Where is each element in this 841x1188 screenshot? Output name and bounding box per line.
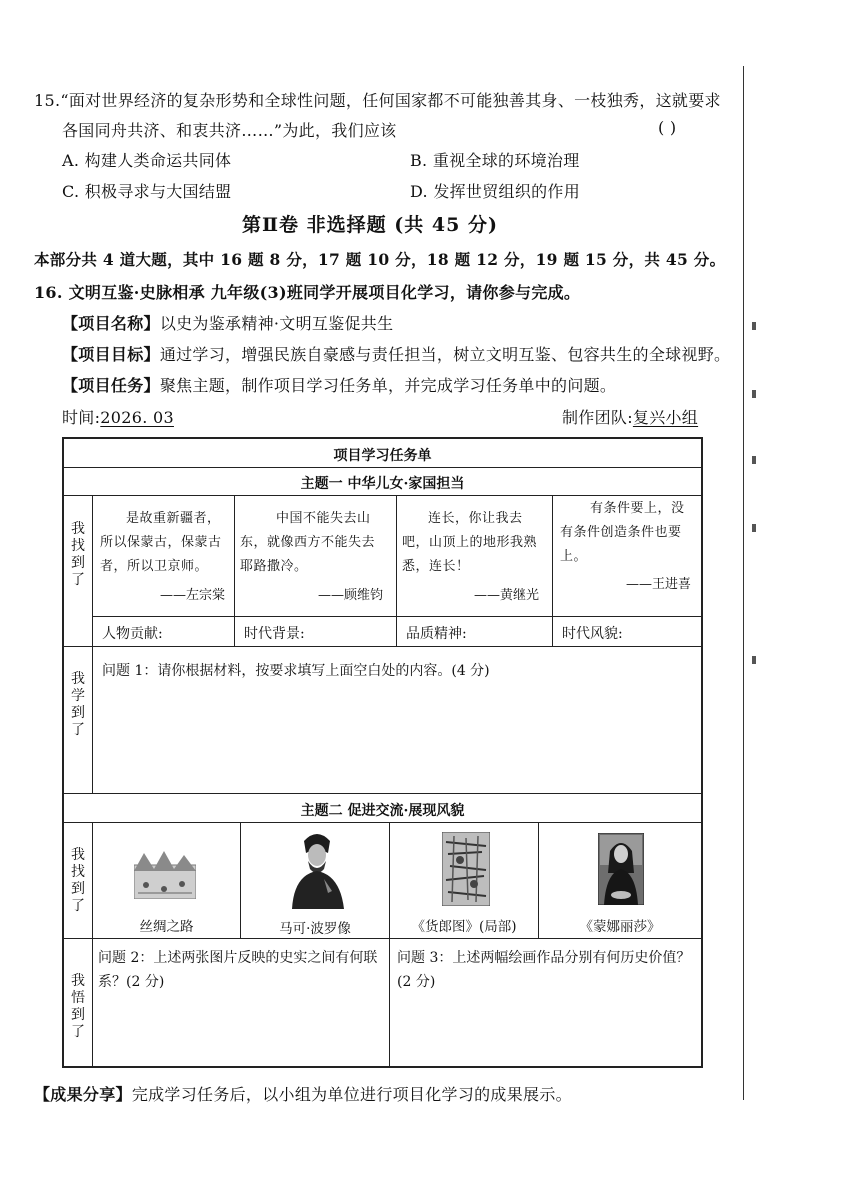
share-row [34, 1082, 572, 1105]
label-spirit: 品质精神: [406, 626, 467, 642]
q15-option-a: A. 构建人类命运共同体 [62, 151, 232, 170]
theme-two-title: 主题二 促进交流·展现风貌 [300, 803, 465, 819]
project-goal-tag: 【项目目标】 [62, 345, 160, 364]
project-name-tag: 【项目名称】 [62, 314, 160, 333]
quote-line: 所以保蒙古，保蒙古 [100, 535, 222, 550]
marco-polo-portrait [284, 827, 350, 909]
q15-line1: 15.“面对世界经济的复杂形势和全球性问题，任何国家都不可能独善其身、一枝独秀，这就要求 [34, 91, 721, 110]
quote-line: 耶路撒冷。 [240, 559, 308, 574]
question-1: 问题 1：请你根据材料，按要求填写上面空白处的内容。(4 分) [102, 663, 490, 679]
project-goal: 通过学习，增强民族自豪感与责任担当，树立文明互鉴、包容共生的全球视野。 [159, 345, 731, 364]
project-task-row [62, 373, 616, 396]
project-task: 聚焦主题，制作项目学习任务单，并完成学习任务单中的问题。 [159, 376, 617, 395]
rule [64, 822, 701, 823]
section-title: 第Ⅱ卷 非选择题 (共 45 分) [242, 214, 498, 236]
rule [64, 646, 701, 647]
margin-mark [752, 524, 756, 532]
rule [234, 495, 235, 646]
row-label-found-2: 我 找 到 了 [71, 847, 85, 914]
rule [92, 822, 93, 1066]
margin-mark [752, 322, 756, 330]
rule [92, 495, 93, 793]
rule [64, 793, 701, 794]
question-3 [397, 946, 690, 994]
quote-line: 悉，连长！ [402, 559, 470, 574]
q16-stem: 16. 文明互鉴·史脉相承 九年级(3)班同学开展项目化学习，请你参与完成。 [34, 283, 581, 302]
caption-marco-polo: 马可·波罗像 [279, 921, 351, 937]
project-name-row [62, 311, 393, 334]
rule [552, 495, 553, 646]
quote-line: 吧，山顶上的地形我熟 [402, 535, 538, 550]
quote-line: 者，所以卫京师。 [100, 559, 209, 574]
rule [396, 495, 397, 646]
team-value: 复兴小组 [632, 408, 699, 427]
question-3-line: 问题 3：上述两幅绘画作品分别有何历史价值？ [397, 950, 691, 966]
quote-line: 东，就像西方不能失去 [240, 535, 376, 550]
quote-line: 中国不能失去山 [276, 511, 371, 526]
margin-mark [752, 456, 756, 464]
table-title: 项目学习任务单 [333, 448, 432, 464]
question-2 [98, 946, 377, 994]
quote-line: 有条件创造条件也要 [560, 525, 682, 540]
quote-source: ——王进喜 [626, 577, 692, 592]
project-name: 以史为鉴承精神·文明互鉴促共生 [159, 314, 394, 333]
question-3-line: (2 分) [397, 974, 436, 990]
project-task-tag: 【项目任务】 [62, 376, 160, 395]
q15-option-b: B. 重视全球的环境治理 [410, 151, 580, 170]
rule [64, 495, 701, 496]
label-background: 时代背景: [244, 626, 305, 642]
section-intro: 本部分共 4 道大题，其中 16 题 8 分，17 题 10 分，18 题 12 分，19 题 15 分，共 45 分。 [34, 250, 726, 269]
mona-lisa-painting [598, 833, 644, 905]
task-sheet-table [62, 437, 703, 1068]
question-2-line: 系？(2 分) [98, 974, 165, 990]
quote-line: 连长，你让我去 [428, 511, 523, 526]
team-row [562, 405, 698, 428]
quote-wang-jinxi [560, 497, 702, 569]
silk-road-picture [134, 849, 196, 899]
quote-zuo-zongtang [100, 507, 230, 579]
share-tag: 【成果分享】 [34, 1085, 132, 1104]
q15-answer-paren: ( ) [658, 118, 677, 137]
caption-mona-lisa: 《蒙娜丽莎》 [579, 919, 661, 935]
q15-line2: 各国同舟共济、和衷共济……”为此，我们应该 [62, 121, 397, 140]
row-label-realized: 我 悟 到 了 [71, 973, 85, 1040]
q15-option-d: D. 发挥世贸组织的作用 [410, 182, 581, 201]
time-value: 2026. 03 [100, 408, 174, 427]
quote-source: ——顾维钧 [318, 588, 384, 603]
q15-option-c: C. 积极寻求与大国结盟 [62, 182, 232, 201]
rule [64, 938, 701, 939]
quote-source: ——左宗棠 [160, 588, 226, 603]
rule [64, 467, 701, 468]
caption-silk-road: 丝绸之路 [139, 919, 194, 935]
share-text: 完成学习任务后，以小组为单位进行项目化学习的成果展示。 [131, 1085, 572, 1104]
binding-line [743, 66, 744, 1100]
theme-one-title: 主题一 中华儿女·家国担当 [300, 476, 465, 492]
label-contribution: 人物贡献: [102, 626, 163, 642]
quote-line: 有条件要上，没 [590, 501, 685, 516]
margin-mark [752, 656, 756, 664]
quote-gu-weijun [240, 507, 394, 579]
row-label-found: 我 找 到 了 [71, 521, 85, 588]
project-goal-row [62, 342, 730, 365]
row-label-learned: 我 学 到 了 [71, 671, 85, 738]
quote-source: ——黄继光 [474, 588, 540, 603]
huolang-painting [442, 832, 490, 906]
quote-line: 是故重新疆者， [126, 511, 221, 526]
rule [389, 822, 390, 1066]
quote-line: 上。 [560, 549, 588, 564]
question-2-line: 问题 2：上述两张图片反映的史实之间有何联 [98, 950, 378, 966]
quote-huang-jiguang [402, 507, 550, 579]
label-era: 时代风貌: [562, 626, 623, 642]
time-label: 时间: [62, 408, 101, 427]
margin-mark [752, 390, 756, 398]
caption-huolang: 《货郎图》(局部) [411, 919, 517, 935]
team-label: 制作团队: [562, 408, 633, 427]
time-row [62, 405, 174, 428]
